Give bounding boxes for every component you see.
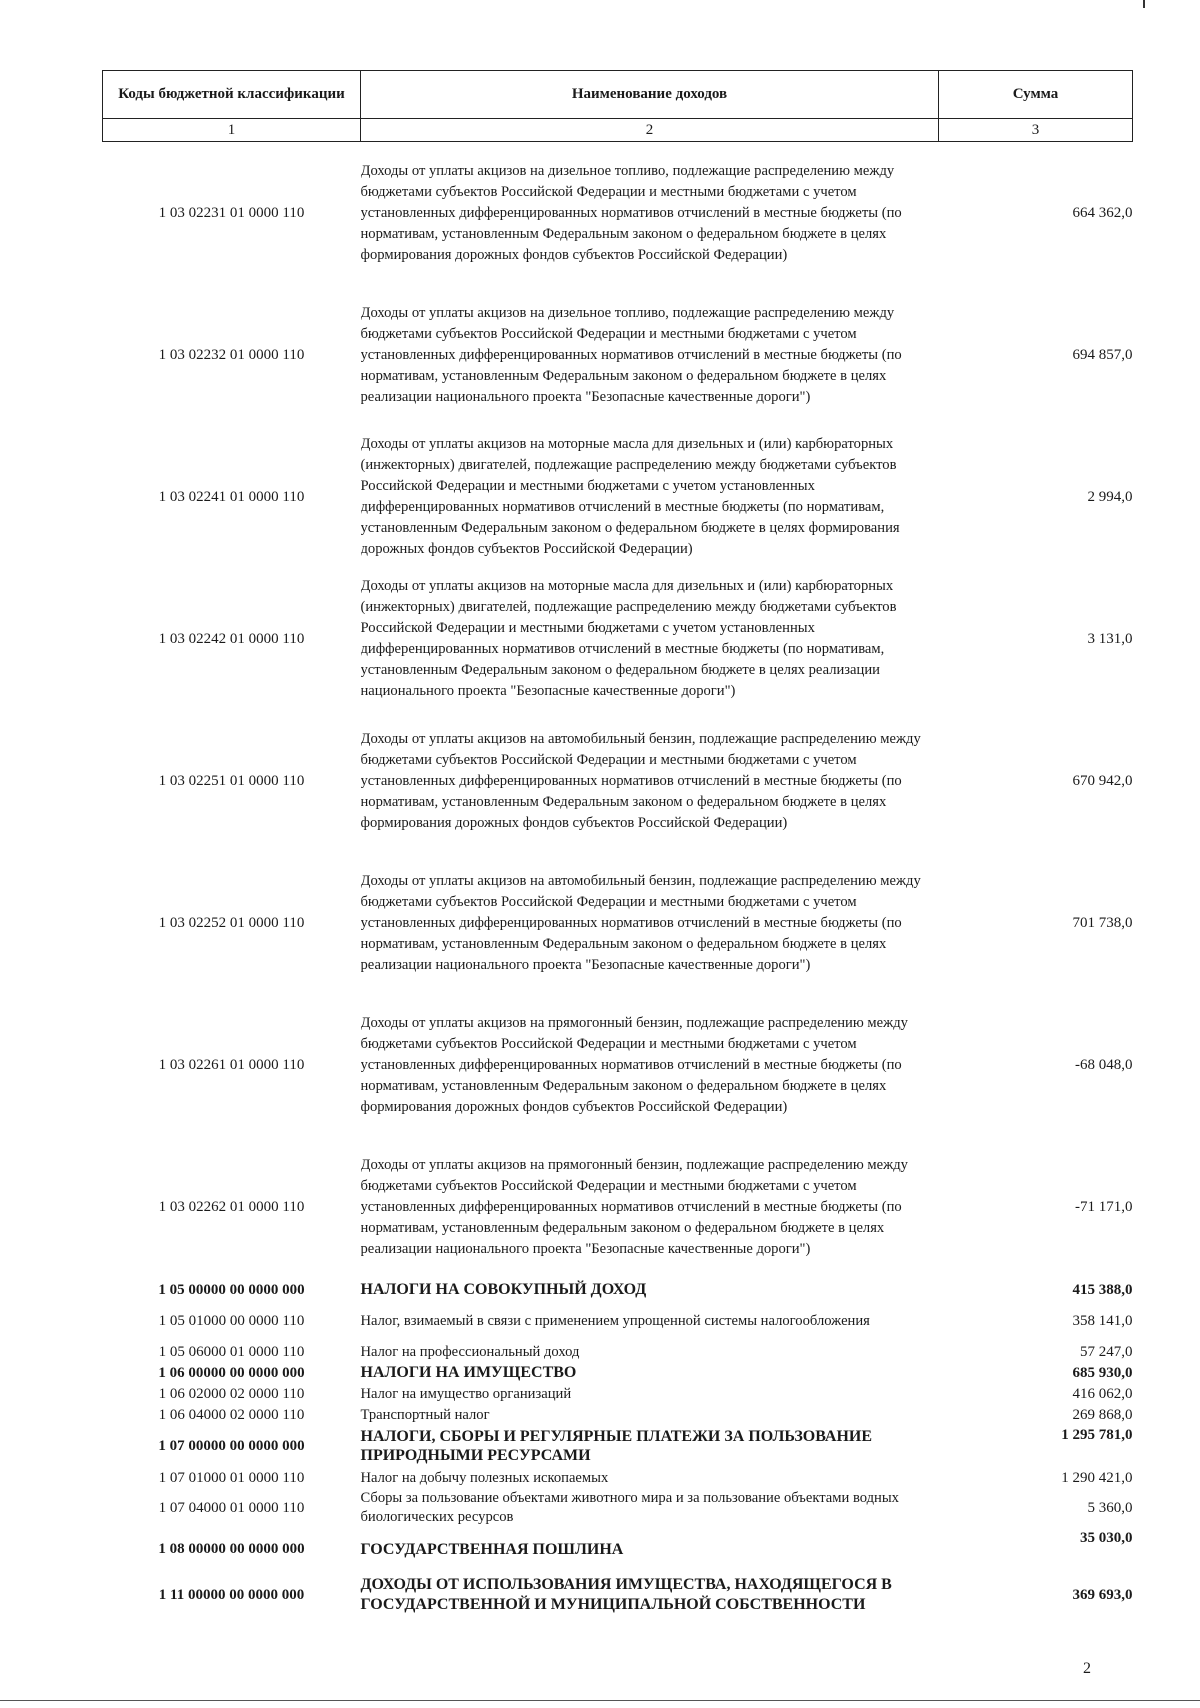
row-amount: 1 290 421,0 (1061, 1469, 1133, 1486)
row-code: 1 03 02231 01 0000 110 (158, 204, 305, 221)
row-amount: 3 131,0 (1087, 630, 1133, 647)
row-code: 1 05 06000 01 0000 110 (158, 1343, 305, 1360)
table-row (103, 568, 1133, 710)
row-amount: -68 048,0 (1075, 1056, 1133, 1073)
row-name: Транспортный налог (360, 1406, 490, 1423)
row-code: 1 07 01000 01 0000 110 (158, 1469, 305, 1486)
table-row (103, 1301, 1133, 1341)
row-name: Налог на добычу полезных ископаемых (360, 1469, 609, 1486)
table-row-total (103, 1570, 1133, 1620)
row-name: ДОХОДЫ ОТ ИСПОЛЬЗОВАНИЯ ИМУЩЕСТВА, НАХОДЯЩЕГОСЯ В ГОСУДАРСТВЕННОЙ И МУНИЦИПАЛЬНОЙ СОБСТВЕННОСТИ (360, 1576, 892, 1613)
row-code: 1 06 04000 02 0000 110 (158, 1406, 305, 1423)
row-amount: 701 738,0 (1072, 914, 1133, 931)
revenue-table (102, 70, 1133, 1620)
table-row (103, 426, 1133, 568)
table-row (103, 1383, 1133, 1404)
row-amount: 685 930,0 (1072, 1364, 1133, 1381)
row-name: Доходы от уплаты акцизов на прямогонный бензин, подлежащие распределению между бюджетами субъектов Российской Федерации и местными бюджетами с учетом установленных дифференцированных нормативов отчислений в местные бюджеты (по нормативам, установленным федеральным законом о федеральном бюджете в целях реализации национального проекта "Безопасные качественные дороги") (360, 1156, 908, 1257)
index-1: 1 (103, 119, 361, 142)
row-code: 1 11 00000 00 0000 000 (158, 1586, 305, 1603)
row-code: 1 03 02252 01 0000 110 (158, 914, 305, 931)
table-row-total (103, 1528, 1133, 1570)
row-name: Доходы от уплаты акцизов на прямогонный бензин, подлежащие распределению между бюджетами субъектов Российской Федерации и местными бюджетами с учетом установленных дифференцированных нормативов отчислений в местные бюджеты (по нормативам, установленным Федеральным законом о федеральном бюджете в целях формирования дорожных фондов субъектов Российской Федерации) (360, 1014, 908, 1115)
row-code: 1 06 00000 00 0000 000 (158, 1364, 305, 1381)
table-row (103, 852, 1133, 994)
row-code: 1 03 02261 01 0000 110 (158, 1056, 305, 1073)
row-amount: 1 295 781,0 (1061, 1427, 1133, 1443)
row-name: НАЛОГИ НА СОВОКУПНЫЙ ДОХОД (360, 1280, 647, 1298)
row-code: 1 03 02241 01 0000 110 (158, 488, 305, 505)
page-number: 2 (1083, 1660, 1091, 1677)
row-name: Налог на имущество организаций (360, 1385, 572, 1402)
row-name: Доходы от уплаты акцизов на дизельное топливо, подлежащие распределению между бюджетами субъектов Российской Федерации и местными бюджетами с учетом установленных дифференцированных нормативов отчислений в местные бюджеты (по нормативам, установленным Федеральным законом о федеральном бюджете в целях реализации национального проекта "Безопасные качественные дороги") (360, 304, 902, 405)
row-name: НАЛОГИ, СБОРЫ И РЕГУЛЯРНЫЕ ПЛАТЕЖИ ЗА ПОЛЬЗОВАНИЕ ПРИРОДНЫМИ РЕСУРСАМИ (360, 1428, 873, 1464)
index-3: 3 (939, 119, 1133, 142)
row-amount: 358 141,0 (1072, 1312, 1133, 1329)
table-row-total (103, 1425, 1133, 1467)
row-name: Налог, взимаемый в связи с применением упрощенной системы налогообложения (360, 1312, 870, 1329)
scan-edge-line (0, 1700, 1200, 1701)
row-amount: 416 062,0 (1072, 1385, 1133, 1402)
row-amount: 57 247,0 (1080, 1343, 1133, 1360)
header-name: Наименование доходов (361, 71, 939, 119)
row-code: 1 07 04000 01 0000 110 (158, 1499, 305, 1516)
table-row-total (103, 1278, 1133, 1301)
row-code: 1 05 00000 00 0000 000 (158, 1281, 305, 1298)
table-row (103, 1467, 1133, 1488)
row-amount: 415 388,0 (1072, 1282, 1133, 1298)
table-index-row (103, 119, 1133, 142)
row-name: Доходы от уплаты акцизов на автомобильный бензин, подлежащие распределению между бюджетами субъектов Российской Федерации и местными бюджетами с учетом установленных дифференцированных нормативов отчислений в местные бюджеты (по нормативам, установленным Федеральным законом о федеральном бюджете в целях реализации национального проекта "Безопасные качественные дороги") (360, 872, 921, 973)
table-row (103, 284, 1133, 426)
row-name: Доходы от уплаты акцизов на дизельное топливо, подлежащие распределению между бюджетами субъектов Российской Федерации и местными бюджетами с учетом установленных дифференцированных нормативов отчислений в местные бюджеты (по нормативам, установленным Федеральным законом о федеральном бюджете в целях формирования дорожных фондов субъектов Российской Федерации) (360, 162, 902, 263)
row-name: Доходы от уплаты акцизов на моторные масла для дизельных и (или) карбюраторных (инжекторных) двигателей, подлежащие распределению между бюджетами субъектов Российской Федерации и местными бюджетами с учетом установленных дифференцированных нормативов отчислений в местные бюджеты (по нормативам, установленным Федеральным законом о федеральном бюджете в целях реализации национального проекта "Безопасные качественные дороги") (360, 578, 897, 699)
row-name: Сборы за пользование объектами животного мира и за пользование объектами водных биологических ресурсов (360, 1490, 899, 1525)
table-row (103, 1488, 1133, 1528)
row-amount: -71 171,0 (1075, 1198, 1133, 1215)
row-name: Доходы от уплаты акцизов на автомобильный бензин, подлежащие распределению между бюджетами субъектов Российской Федерации и местными бюджетами с учетом установленных дифференцированных нормативов отчислений в местные бюджеты (по нормативам, установленным Федеральным законом о федеральном бюджете в целях формирования дорожных фондов субъектов Российской Федерации) (360, 730, 921, 831)
row-amount: 5 360,0 (1087, 1499, 1133, 1516)
row-code: 1 03 02251 01 0000 110 (158, 772, 305, 789)
row-name: Доходы от уплаты акцизов на моторные масла для дизельных и (или) карбюраторных (инжекторных) двигателей, подлежащие распределению между бюджетами субъектов Российской Федерации и местными бюджетами с учетом установленных дифференцированных нормативов отчислений в местные бюджеты (по нормативам, установленным Федеральным законом о федеральном бюджете в целях формирования дорожных фондов субъектов Российской Федерации) (360, 436, 900, 557)
row-amount: 269 868,0 (1072, 1406, 1133, 1423)
row-amount: 664 362,0 (1072, 204, 1133, 221)
row-name: НАЛОГИ НА ИМУЩЕСТВО (360, 1363, 577, 1381)
row-amount: 2 994,0 (1087, 488, 1133, 505)
row-amount: 35 030,0 (1080, 1530, 1133, 1546)
row-code: 1 05 01000 00 0000 110 (158, 1312, 305, 1329)
header-codes: Коды бюджетной классификации (103, 71, 361, 119)
row-code: 1 07 00000 00 0000 000 (158, 1437, 305, 1454)
table-row (103, 1404, 1133, 1425)
row-amount: 694 857,0 (1072, 346, 1133, 363)
row-code: 1 03 02242 01 0000 110 (158, 630, 305, 647)
table-row (103, 710, 1133, 852)
table-row (103, 142, 1133, 285)
row-code: 1 06 02000 02 0000 110 (158, 1385, 305, 1402)
row-amount: 369 693,0 (1072, 1586, 1133, 1603)
row-amount: 670 942,0 (1072, 772, 1133, 789)
table-row (103, 1136, 1133, 1278)
table-row-total (103, 1362, 1133, 1383)
scan-mark (1143, 0, 1145, 8)
row-code: 1 08 00000 00 0000 000 (158, 1540, 305, 1557)
table-row (103, 1341, 1133, 1362)
row-name: Налог на профессиональный доход (360, 1343, 580, 1360)
table-header-row (103, 71, 1133, 119)
table-row (103, 994, 1133, 1136)
header-sum: Сумма (939, 71, 1133, 119)
row-code: 1 03 02262 01 0000 110 (158, 1198, 305, 1215)
row-name: ГОСУДАРСТВЕННАЯ ПОШЛИНА (360, 1540, 624, 1558)
row-code: 1 03 02232 01 0000 110 (158, 346, 305, 363)
index-2: 2 (361, 119, 939, 142)
